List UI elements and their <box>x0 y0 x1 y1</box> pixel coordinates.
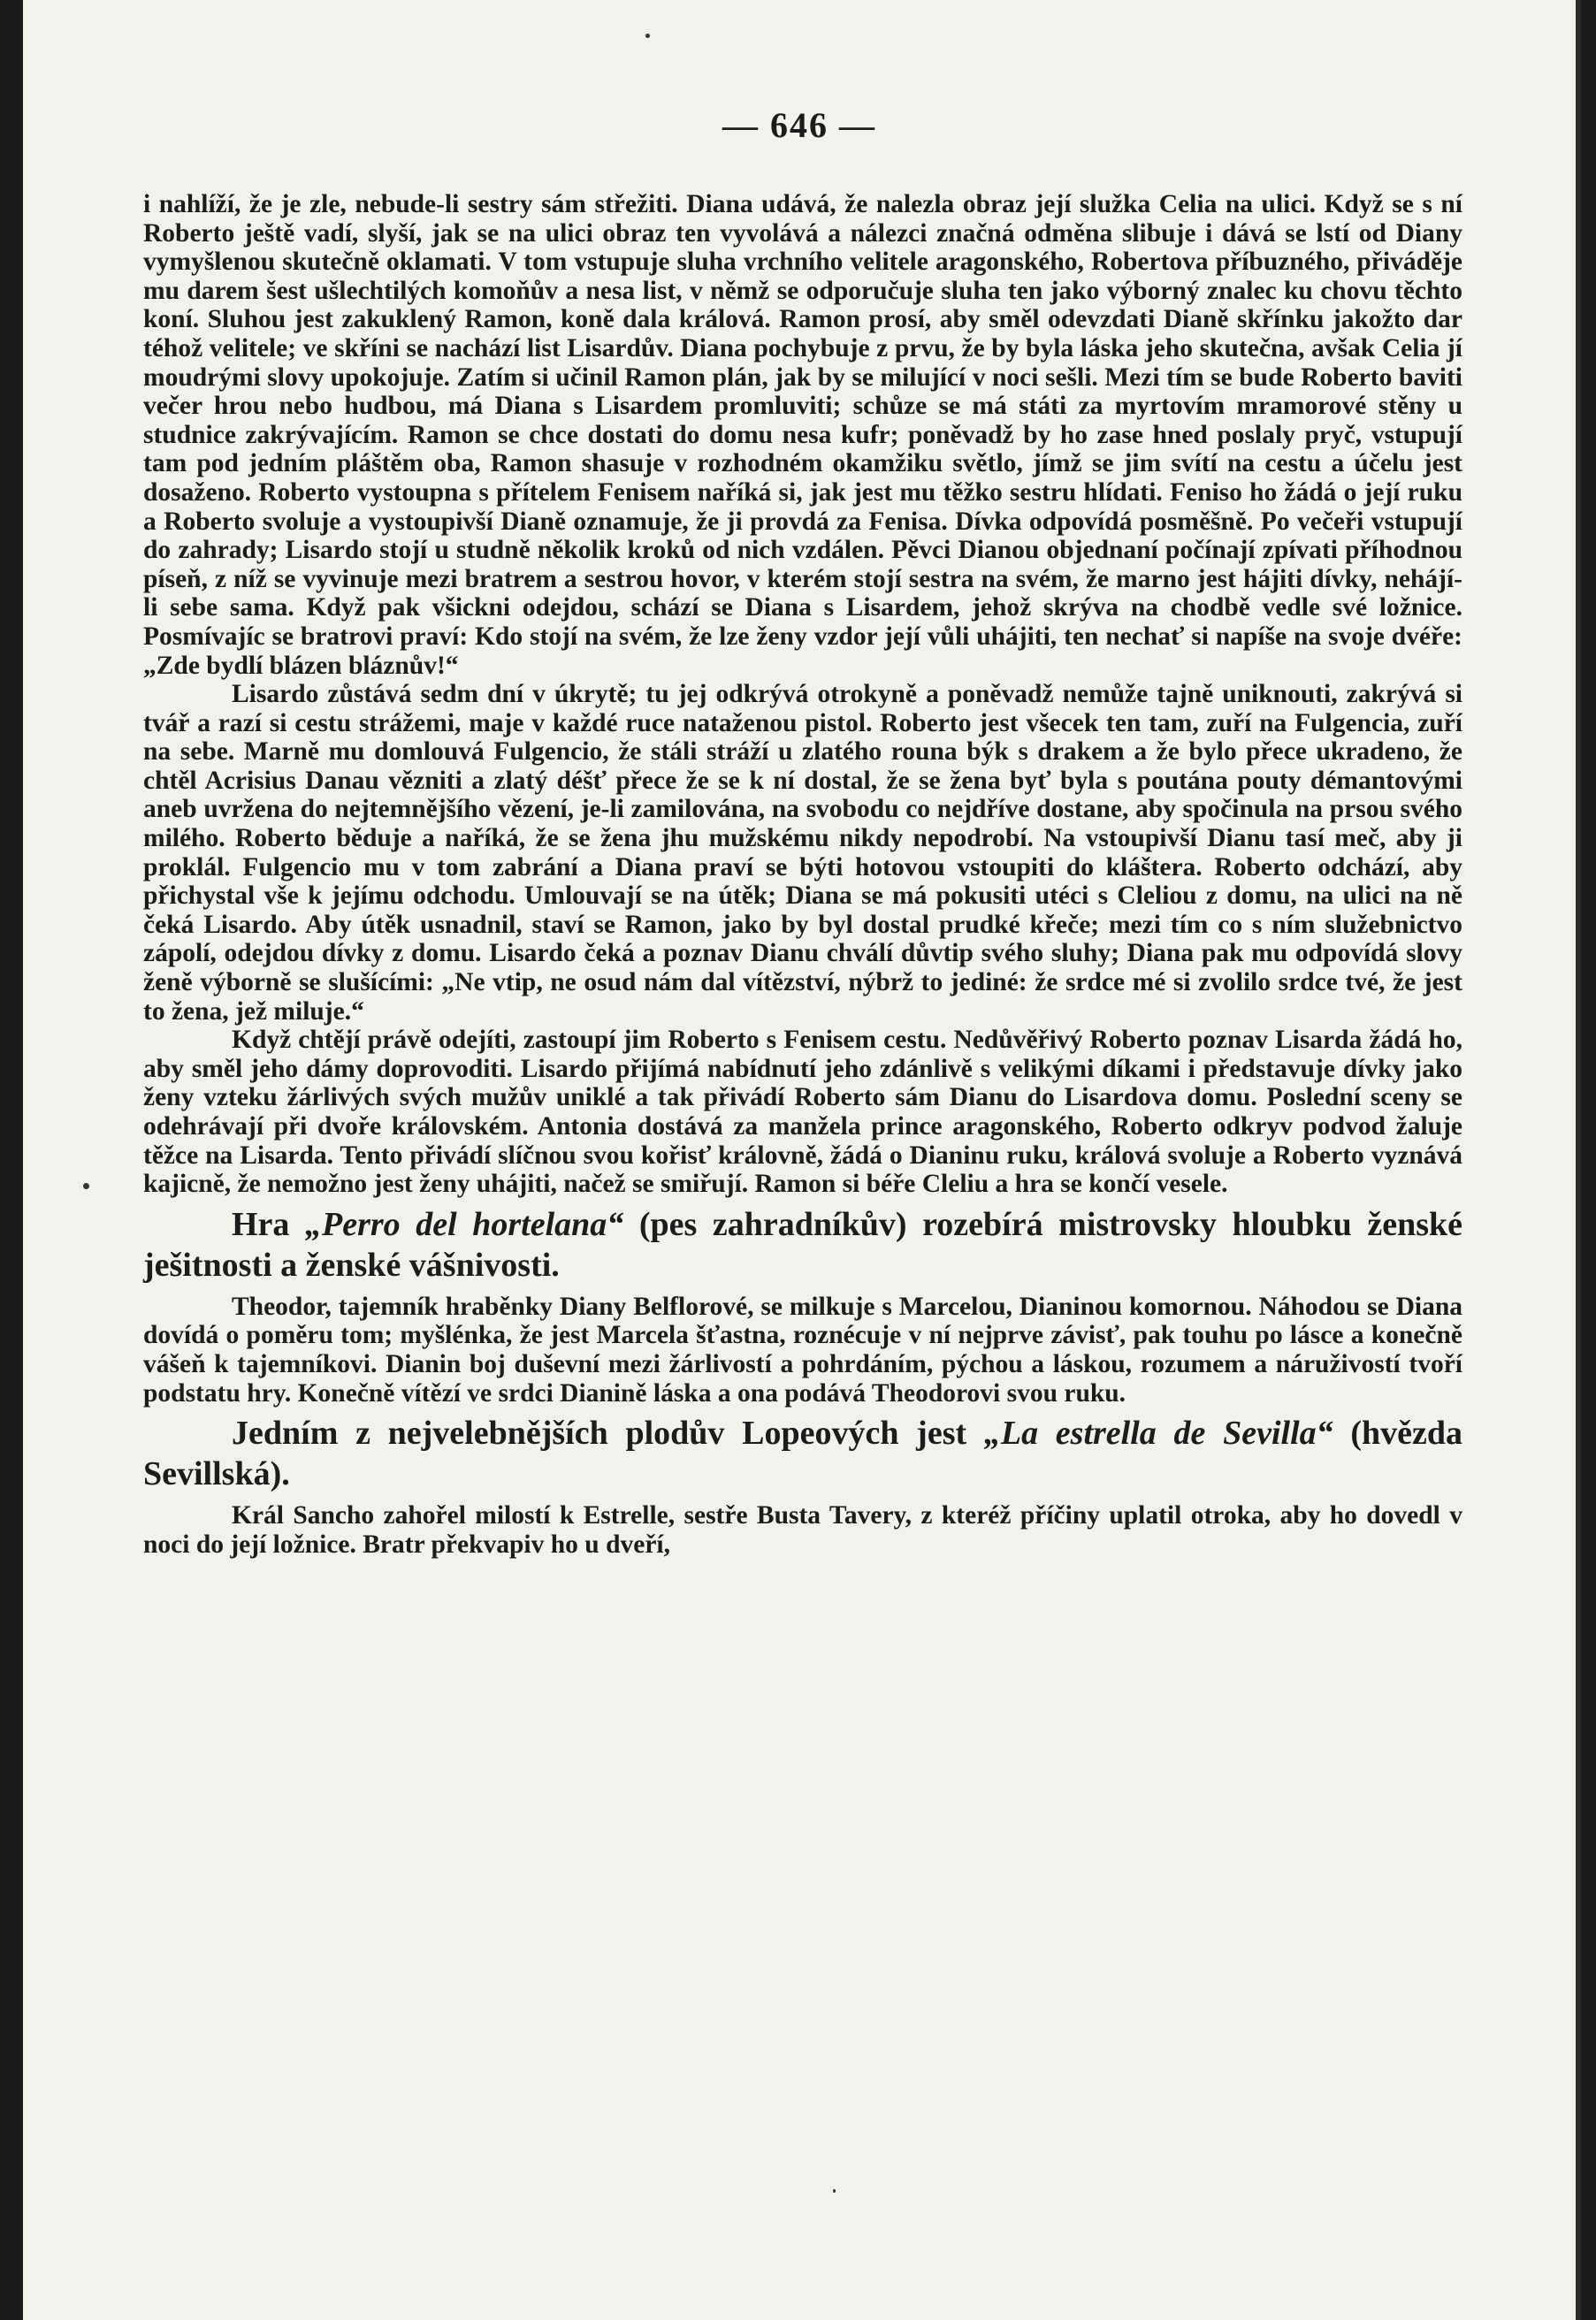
heading-1-title: „Perro del hortelana“ <box>305 1205 624 1243</box>
print-speck <box>645 34 650 38</box>
section-heading-estrella <box>143 1413 1462 1494</box>
heading-2-title: „La estrella de Sevilla“ <box>983 1415 1333 1453</box>
heading-2-suffix: (hvězda Sevillská). <box>143 1415 1463 1493</box>
print-speck <box>833 2189 836 2193</box>
paragraph-2: Lisardo zůstává sedm dní v úkrytě; tu jej odkrývá otrokyně a poněvadž nemůže tajně uniknouti, zakrývá si tvář a razí si cestu strážemi, maje v každé ruce nataženou pistol. Roberto jest všecek ten tam, zuří na Fulgencia, zuří na sebe. Marně mu domlouvá Fulgencio, že stáli stráží u zlatého rouna býk s drakem a že bylo přece ukradeno, že chtěl Acrisius Danau vězniti a zlatý déšť přece že se k ní dostal, že se žena byť byla s poutána pouty démantovými aneb uvržena do nejtemnějšího vězení, je-li zamilována, na svobodu co nejdříve dostane, aby spočinula na prsou svého milého. Roberto běduje a naříká, že se žena jhu mužskému nikdy nepodrobí. Na vstoupivší Dianu tasí meč, aby ji proklál. Fulgencio mu v tom zabrání a Diana praví se býti hotovou vstoupiti do kláštera. Roberto odchází, aby přichystal vše k jejímu odchodu. Umlouvají se na útěk; Diana se má pokusiti utéci s Cleliou z domu, na ulici na ně čeká Lisardo. Aby útěk usnadnil, staví se Ramon, jako by byl dostal prudké křeče; mezi tím co s ním služebnictvo zápolí, odejdou dívky z domu. Lisardo čeká a poznav Dianu chválí důvtip svého sluhy; Diana pak mu odpovídá slovy ženě výborně se slušícími: „Ne vtip, ne osud nám dal vítězství, nýbrž to jediné: že srdce mé si zvolilo srdce tvé, že jest to žena, jež miluje.“ <box>143 680 1462 1026</box>
heading-1-suffix: (pes zahradníkův) rozebírá mistrovsky hloubku ženské ješitnosti a ženské vášnivosti. <box>143 1205 1462 1284</box>
body-text <box>143 190 1462 1559</box>
paragraph-5: Theodor, tajemník hraběnky Diany Belflorové, se milkuje s Marcelou, Dianinou komornou. Náhodou se Diana dovídá o poměru tom; myšlénka, že jest Marcela šťastna, roznécuje v ní nejprve závisť, pak touhu po lásce a konečně vášeň k tajemníkovi. Dianin boj duševní mezi žárlivostí a pohrdáním, pýchou a láskou, rozumem a náruživostí tvoří podstatu hry. Konečně vítězí ve srdci Dianině láska a ona podává Theodorovi svou ruku. <box>143 1292 1462 1408</box>
paragraph-7: Král Sancho zahořel milostí k Estrelle, sestře Busta Tavery, z kteréž příčiny uplatil otroka, aby ho dovedl v noci do její ložnice. Bratr překvapiv ho u dveří, <box>143 1501 1462 1559</box>
print-speck <box>83 1183 89 1189</box>
book-page <box>23 0 1581 2320</box>
page-number: — 646 — <box>722 105 876 145</box>
paragraph-1: i nahlíží, že je zle, nebude-li sestry sám střežiti. Diana udává, že nalezla obraz její služka Celia na ulici. Když se s ní Roberto ještě vadí, slyší, jak se na ulici obraz ten vyvolává a nálezci značná odměna slibuje i dává se lstí od Diany vymyšlenou skutečně oklamati. V tom vstupuje sluha vrchního velitele aragonského, Robertova příbuzného, přiváděje mu darem šest ušlechtilých komoňův a nesa list, v němž se odporučuje sluha ten jako výborný znalec ku chovu těchto koní. Sluhou jest zakuklený Ramon, koně dala králová. Ramon prosí, aby směl odevzdati Dianě skřínku jakožto dar téhož velitele; ve skříni se nachází list Lisardův. Diana pochybuje z prvu, že by byla láska jeho skutečna, avšak Celia jí moudrými slovy upokojuje. Zatím si učinil Ramon plán, jak by se milující v noci sešli. Mezi tím se bude Roberto baviti večer hrou nebo hudbou, má Diana s Lisardem promluviti; schůze se má státi za myrtovím mramorové stěny u studnice zakrývajícím. Ramon se chce dostati do domu nesa kufr; poněvadž by ho zase hned poslaly pryč, vstupují tam pod jedním pláštěm oba, Ramon shasuje v rozhodném okamžiku světlo, jímž se jim svítí na cestu a účelu jest dosaženo. Roberto vystoupna s přítelem Fenisem naříká si, jak jest mu těžko sestru hlídati. Feniso ho žádá o její ruku a Roberto svoluje a vystoupivší Dianě oznamuje, že ji provdá za Fenisa. Dívka odpovídá posměšně. Po večeři vstupují do zahrady; Lisardo stojí u studně několik kroků od nich vzdálen. Pěvci Dianou objednaní počínají zpívati příhodnou píseň, z níž se vyvinuje mezi bratrem a sestrou hovor, v kterém stojí sestra na svém, že marno jest hájiti dívky, nehájí-li sebe sama. Když pak všickni odejdou, schází se Diana s Lisardem, jehož skrýva na chodbě vedle své ložnice. Posmívajíc se bratrovi praví: Kdo stojí na svém, že lze ženy vzdor její vůli uhájiti, ten nechať si napíše na svoje dvéře: „Zde bydlí blázen bláznův!“ <box>143 190 1462 680</box>
heading-2-prefix: Jedním z nejvelebnějších plodův Lopeových jest <box>232 1415 984 1453</box>
section-heading-perro <box>143 1204 1462 1286</box>
heading-1-prefix: Hra <box>232 1205 306 1243</box>
paragraph-3: Když chtějí právě odejíti, zastoupí jim Roberto s Fenisem cestu. Nedůvěřivý Roberto poznav Lisarda žádá ho, aby směl jeho dámy doprovoditi. Lisardo přijímá nabídnutí jeho zdánlivě s velikými díkami i představuje dívky jako ženy vzteku žárlivých svých mužův uniklé a tak přivádí Roberto sám Dianu do Lisardova domu. Poslední sceny se odehrávají při dvoře královském. Antonia dostává za manžela prince aragonského, Roberto odkryv podvod žaluje těžce na Lisarda. Tento přivádí slíčnou svou kořisť královně, žádá o Dianinu ruku, králová svoluje a Roberto vyznává kajicně, že nemožno jest ženy uhájiti, načež se smiřují. Ramon si béře Cleliu a hra se končí vesele. <box>143 1026 1462 1199</box>
